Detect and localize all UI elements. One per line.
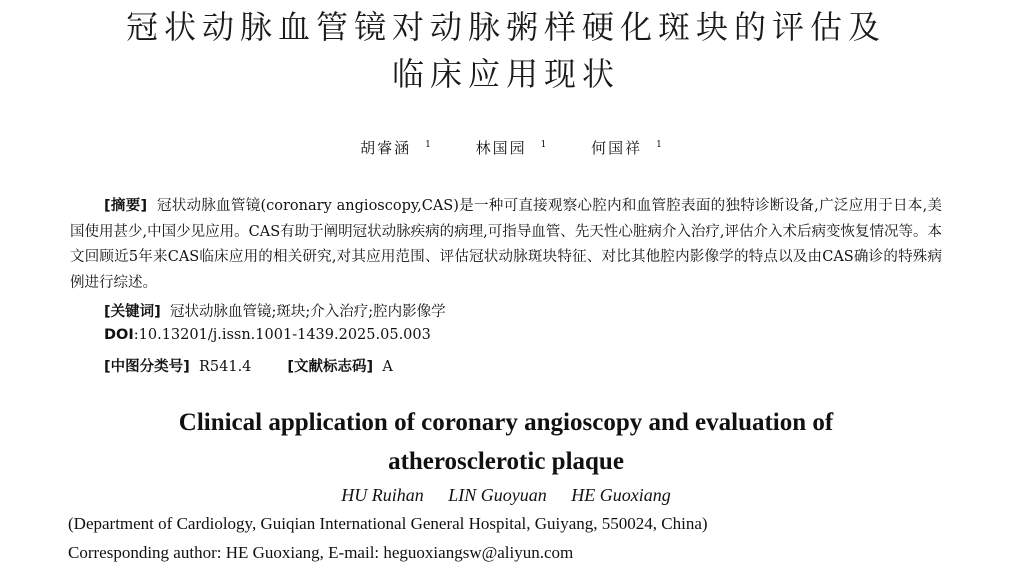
title-cn-line-2: 临床应用现状 [391,55,620,93]
clc-label: [中图分类号] [104,359,190,375]
affiliation: (Department of Cardiology, Guiqian International General Hospital, Guiyang, 550024, China) [68,514,708,533]
corresponding-author: Corresponding author: HE Guoxiang, E-mail: heguoxiangsw@aliyun.com [68,543,574,562]
keywords [104,300,446,321]
authors-en [0,485,1012,506]
doc-code-label: [文献标志码] [287,359,374,375]
author-en: HE Guoxiang [571,485,671,505]
doi-value: :10.13201/j.issn.1001-1439.2025.05.003 [133,327,431,343]
abstract-label: [摘要] [104,198,148,214]
clc-value: R541.4 [198,359,252,375]
abstract-text: 冠状动脉血管镜(coronary angioscopy,CAS)是一种可直接观察心腔内和血管腔表面的独特诊断设备,广泛应用于日本,美国使用甚少,中国少见应用。CAS有助于阐明冠状动脉疾病的病理,可指导血管、先天性心脏病介入治疗,评估介入术后病变恢复情况等。本文回顾近5年来CAS临床应用的相关研究,对其应用范围、评估冠状动脉斑块特征、对比其他腔内影像学的特点以及由CAS确诊的特殊病例进行综述。 [70,198,943,291]
author-cn: 胡睿涵 $^1$ [360,139,433,157]
keywords-label: [关键词] [104,304,161,320]
doi-label: DOI [104,327,134,343]
author-cn: 何国祥 $^1$ [591,139,664,157]
keywords-text: 冠状动脉血管镜;斑块;介入治疗;腔内影像学 [169,304,446,320]
doc-code-value: A [382,359,393,375]
title-en-line-2: atherosclerotic plaque [388,448,624,475]
author-en: HU Ruihan [341,485,424,505]
author-cn: 林国园 $^1$ [475,139,549,157]
title-en-line-1: Clinical application of coronary angioscopy and evaluation of [178,409,834,436]
authors-cn [0,137,1012,158]
abstract [70,194,942,296]
doi [104,327,431,343]
author-en: LIN Guoyuan [448,485,547,505]
title-cn-line-1: 冠状动脉血管镜对动脉粥样硬化斑块的评估及 [125,8,886,46]
classification [104,355,393,376]
